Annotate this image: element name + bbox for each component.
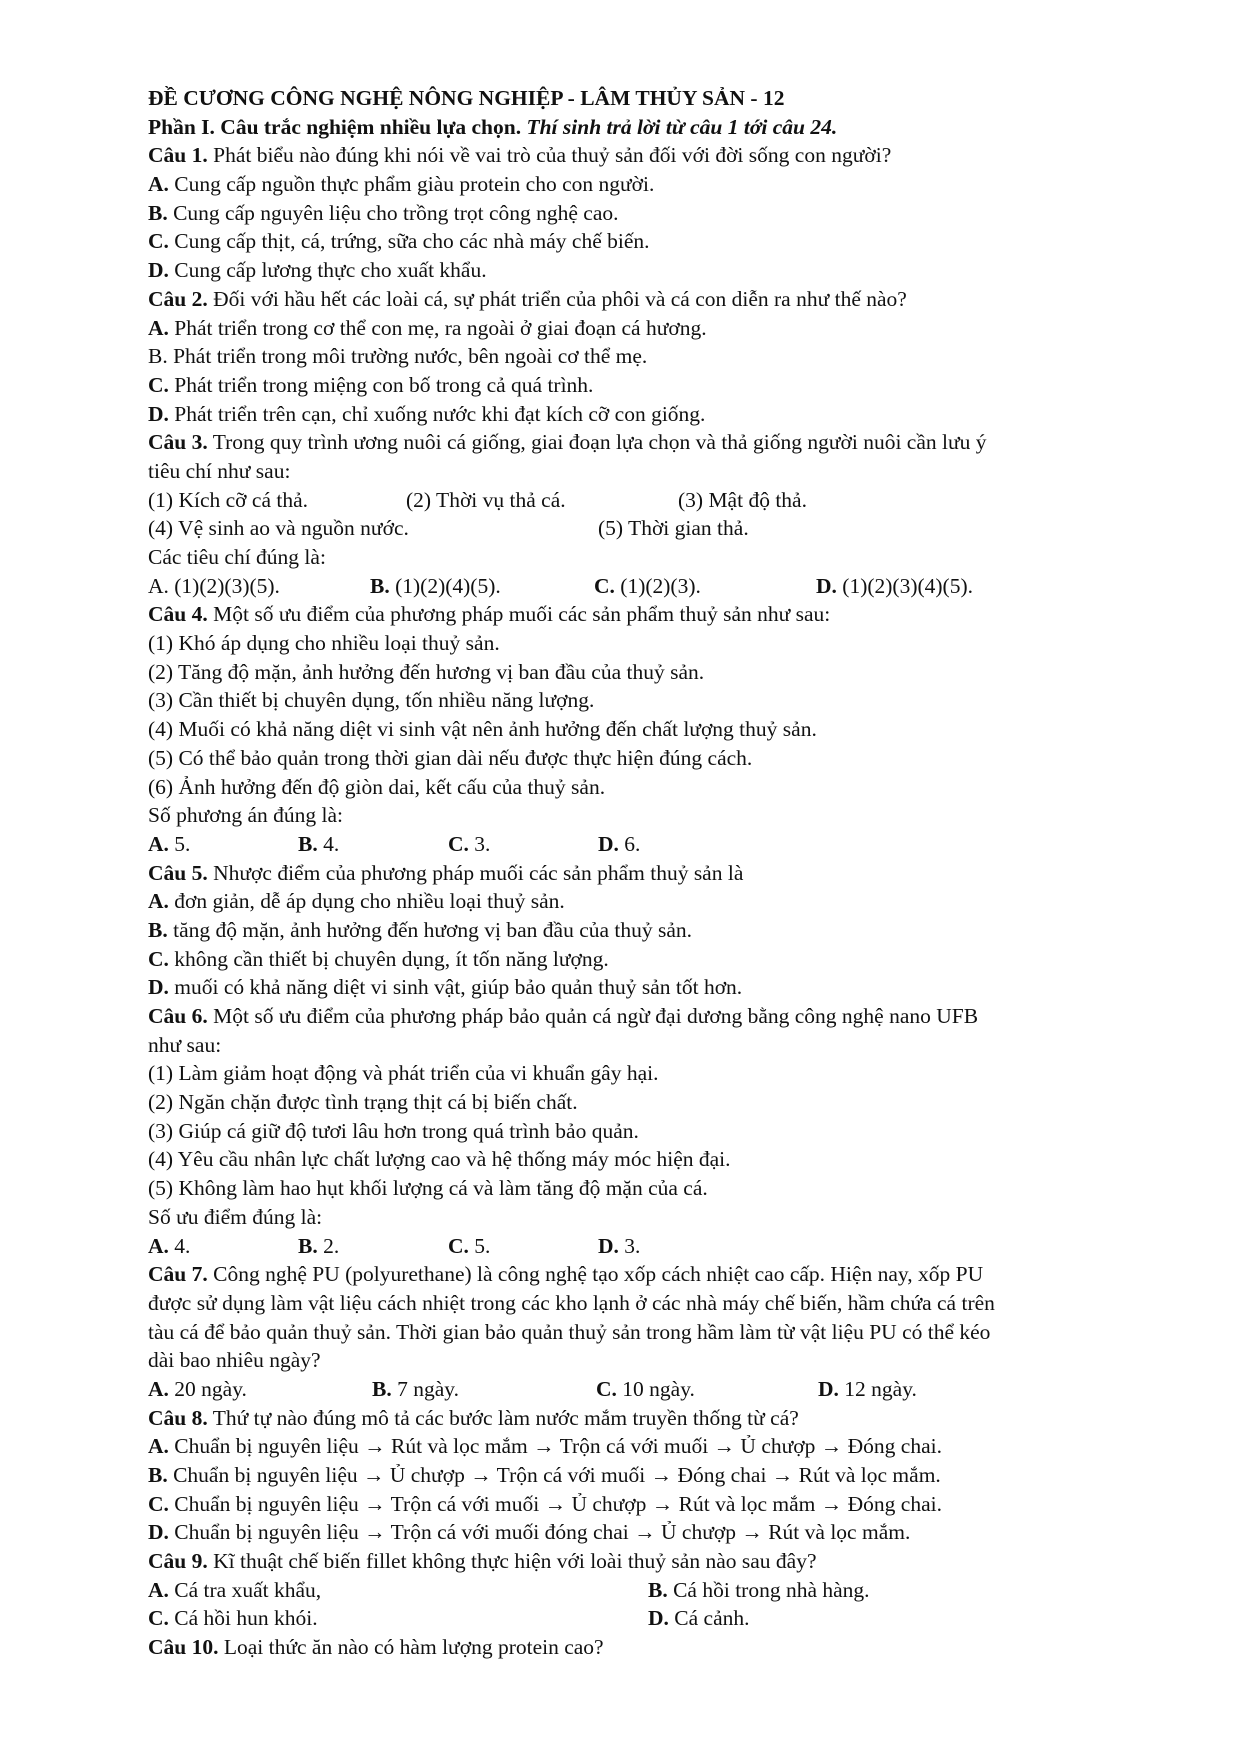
statement: (2) Tăng độ mặn, ảnh hưởng đến hương vị ban đầu của thuỷ sản. <box>148 659 705 684</box>
question-10-stem <box>148 1633 1148 1662</box>
document-title: ĐỀ CƯƠNG CÔNG NGHỆ NÔNG NGHIỆP - LÂM THỦY SẢN - 12 <box>148 86 785 110</box>
option-b: B. Phát triển trong môi trường nước, bên ngoài cơ thể mẹ. <box>148 344 648 369</box>
option-letter: D. <box>648 1606 669 1631</box>
question-number: Câu 7. <box>148 1262 208 1287</box>
option-letter: B. <box>148 1463 168 1487</box>
question-6-stem <box>148 1002 1148 1031</box>
option-letter: C. <box>448 831 469 856</box>
option-d <box>598 1232 640 1261</box>
question-number: Câu 1. <box>148 143 208 168</box>
question-text: Một số ưu điểm của phương pháp muối các sản phẩm thuỷ sản như sau: <box>207 602 831 627</box>
question-4-stem <box>148 600 1148 629</box>
option-text: 4. <box>317 831 340 856</box>
option-c <box>148 1490 1148 1519</box>
statement: (5) Không làm hao hụt khối lượng cá và làm tăng độ mặn của cá. <box>148 1176 708 1201</box>
option-text: 5. <box>468 1233 491 1258</box>
statement: (4) Yêu cầu nhân lực chất lượng cao và hệ thống máy móc hiện đại. <box>148 1147 731 1172</box>
option-d <box>816 572 973 601</box>
option-letter: C. <box>148 372 169 397</box>
option-d <box>148 973 1148 1002</box>
option-letter: A. <box>148 1577 169 1602</box>
option-text: Cung cấp nguồn thực phẩm giàu protein cho con người. <box>174 172 655 197</box>
option-letter: A. <box>148 172 169 197</box>
option-text: 5. <box>168 831 191 856</box>
option-a <box>148 1375 372 1404</box>
option-letter: A. <box>148 315 169 340</box>
option-letter: D. <box>816 573 837 598</box>
question-ask: Số ưu điểm đúng là: <box>148 1204 323 1229</box>
option-text: tăng độ mặn, ảnh hưởng đến hương vị ban đầu của thuỷ sản. <box>173 917 693 942</box>
question-text-continued: như sau: <box>148 1032 222 1057</box>
question-text-continued: tàu cá để bảo quản thuỷ sản. Thời gian bảo quản thuỷ sản trong hầm làm từ vật liệu PU có thể kéo <box>148 1319 991 1344</box>
option-text: Cung cấp lương thực cho xuất khẩu. <box>174 258 487 283</box>
option-b <box>372 1375 596 1404</box>
option-c <box>448 1232 598 1261</box>
criteria-row <box>148 514 1148 543</box>
question-5-stem <box>148 859 1148 888</box>
option-c <box>596 1375 818 1404</box>
option-text: Cá tra xuất khẩu, <box>174 1577 322 1602</box>
option-letter: C. <box>594 573 615 598</box>
option-a <box>148 314 1148 343</box>
option-text: 12 ngày. <box>838 1376 917 1401</box>
criterion: (3) Mật độ thả. <box>678 487 807 512</box>
statement: (2) Ngăn chặn được tình trạng thịt cá bị biến chất. <box>148 1090 578 1115</box>
option-c <box>594 572 816 601</box>
question-text: Kĩ thuật chế biến fillet không thực hiện với loài thuỷ sản nào sau đây? <box>207 1549 817 1574</box>
question-3-stem <box>148 428 1148 457</box>
option-d <box>148 400 1148 429</box>
option-text: Phát triển trong cơ thể con mẹ, ra ngoài ở giai đoạn cá hương. <box>174 315 707 340</box>
option-b <box>148 1461 1148 1490</box>
option-text: 2. <box>317 1233 340 1258</box>
question-1-stem <box>148 141 1148 170</box>
question-text: Thứ tự nào đúng mô tả các bước làm nước mắm truyền thống từ cá? <box>207 1405 799 1430</box>
option-b <box>370 572 594 601</box>
option-text: 3. <box>468 831 491 856</box>
question-number: Câu 5. <box>148 860 208 885</box>
question-text-continued: được sử dụng làm vật liệu cách nhiệt trong các kho lạnh ở các nhà máy chế biến, hầm chứa cá trên <box>148 1290 995 1315</box>
criterion: (5) Thời gian thả. <box>598 516 749 541</box>
option-a <box>148 1576 648 1605</box>
option-text: Chuẩn bị nguyên liệu → Rút và lọc mắm → Trộn cá với muối → Ủ chượp → Đóng chai. <box>174 1434 942 1459</box>
options-row <box>148 1232 1148 1261</box>
option-a <box>148 830 298 859</box>
option-letter: C. <box>148 1491 169 1516</box>
question-number: Câu 9. <box>148 1549 208 1574</box>
option-b <box>648 1576 870 1605</box>
question-text: Loại thức ăn nào có hàm lượng protein cao? <box>218 1635 604 1660</box>
option-letter: C. <box>596 1376 617 1401</box>
option-d <box>818 1375 917 1404</box>
option-text: 4. <box>168 1233 191 1258</box>
criterion: (1) Kích cỡ cá thả. <box>148 487 309 512</box>
option-d <box>148 256 1148 285</box>
question-7-stem <box>148 1260 1148 1289</box>
question-2-stem <box>148 285 1148 314</box>
option-d <box>648 1604 750 1633</box>
criterion: (2) Thời vụ thả cá. <box>406 487 566 512</box>
option-text: đơn giản, dễ áp dụng cho nhiều loại thuỷ sản. <box>174 889 565 914</box>
option-letter: A. <box>148 1233 169 1258</box>
option-letter: D. <box>148 975 169 1000</box>
option-b <box>298 830 448 859</box>
part-heading <box>148 113 1148 142</box>
option-letter: D. <box>598 831 619 856</box>
question-number: Câu 4. <box>148 602 208 627</box>
option-b <box>298 1232 448 1261</box>
option-text: Chuẩn bị nguyên liệu → Ủ chượp → Trộn cá với muối → Đóng chai → Rút và lọc mắm. <box>173 1463 941 1487</box>
question-text: Phát biểu nào đúng khi nói về vai trò của thuỷ sản đối với đời sống con người? <box>207 143 892 168</box>
option-text: Cá hồi hun khói. <box>174 1606 318 1631</box>
question-number: Câu 6. <box>148 1004 208 1028</box>
option-c <box>148 371 1148 400</box>
options-row <box>148 1375 1148 1404</box>
option-letter: C. <box>148 946 169 971</box>
question-text-continued: tiêu chí như sau: <box>148 458 291 483</box>
statement: (4) Muối có khả năng diệt vi sinh vật nên ảnh hưởng đến chất lượng thuỷ sản. <box>148 717 817 742</box>
question-number: Câu 10. <box>148 1635 219 1660</box>
option-text: 20 ngày. <box>168 1376 247 1401</box>
question-text: Nhược điểm của phương pháp muối các sản phẩm thuỷ sản là <box>207 860 744 885</box>
options-row <box>148 1576 1148 1605</box>
question-ask: Số phương án đúng là: <box>148 803 344 828</box>
option-text: 6. <box>618 831 641 856</box>
criterion: (4) Vệ sinh ao và nguồn nước. <box>148 516 409 541</box>
option-text: Phát triển trên cạn, chỉ xuống nước khi đạt kích cỡ con giống. <box>174 401 706 426</box>
statement: (5) Có thể bảo quản trong thời gian dài nếu được thực hiện đúng cách. <box>148 745 753 770</box>
statement: (6) Ảnh hưởng đến độ giòn dai, kết cấu của thuỷ sản. <box>148 774 606 799</box>
option-letter: D. <box>598 1233 619 1258</box>
option-d <box>598 830 640 859</box>
option-c <box>148 945 1148 974</box>
option-letter: C. <box>148 1606 169 1631</box>
option-letter: B. <box>372 1376 392 1401</box>
document-page <box>148 84 1148 1662</box>
option-letter: D. <box>148 258 169 283</box>
question-text: Công nghệ PU (polyurethane) là công nghệ tạo xốp cách nhiệt cao cấp. Hiện nay, xốp PU <box>207 1262 984 1287</box>
statement: (3) Giúp cá giữ độ tươi lâu hơn trong quá trình bảo quản. <box>148 1118 639 1143</box>
options-row <box>148 1604 1148 1633</box>
question-number: Câu 8. <box>148 1405 208 1430</box>
question-text: Một số ưu điểm của phương pháp bảo quản cá ngừ đại dương bằng công nghệ nano UFB <box>207 1004 979 1028</box>
option-a <box>148 1232 298 1261</box>
option-text: 7 ngày. <box>391 1376 459 1401</box>
option-text: Cá hồi trong nhà hàng. <box>673 1577 870 1602</box>
option-c <box>148 227 1148 256</box>
question-number: Câu 3. <box>148 430 208 455</box>
question-9-stem <box>148 1547 1148 1576</box>
option-text: Cá cảnh. <box>674 1606 750 1631</box>
option-letter: B. <box>298 831 318 856</box>
option-letter: B. <box>148 200 168 225</box>
option-text: (1)(2)(3). <box>620 573 701 598</box>
option-c <box>448 830 598 859</box>
option-letter: C. <box>448 1233 469 1258</box>
option-b <box>148 199 1148 228</box>
option-letter: A. <box>148 1376 169 1401</box>
statement: (1) Khó áp dụng cho nhiều loại thuỷ sản. <box>148 631 500 656</box>
question-8-stem <box>148 1404 1148 1433</box>
option-letter: D. <box>148 1520 169 1545</box>
part-label: Phần I. Câu trắc nghiệm nhiều lựa chọn. <box>148 114 522 139</box>
option-letter: B. <box>370 573 390 598</box>
option-a <box>148 1432 1148 1461</box>
option-letter: B. <box>648 1577 668 1602</box>
part-instruction: Thí sinh trả lời từ câu 1 tới câu 24. <box>526 114 838 139</box>
question-text-continued: dài bao nhiêu ngày? <box>148 1348 321 1373</box>
question-text: Trong quy trình ương nuôi cá giống, giai đoạn lựa chọn và thả giống người nuôi cần lưu ý <box>207 430 987 455</box>
option-a <box>148 887 1148 916</box>
option-text: muối có khả năng diệt vi sinh vật, giúp bảo quản thuỷ sản tốt hơn. <box>174 975 743 1000</box>
option-letter: B. <box>298 1233 318 1258</box>
option-text: Cung cấp nguyên liệu cho trồng trọt công nghệ cao. <box>173 200 619 225</box>
options-row <box>148 572 1148 601</box>
question-text: Đối với hầu hết các loài cá, sự phát triển của phôi và cá con diễn ra như thế nào? <box>207 286 907 311</box>
option-text: (1)(2)(3)(4)(5). <box>842 573 974 598</box>
statement: (1) Làm giảm hoạt động và phát triển của vi khuẩn gây hại. <box>148 1061 659 1086</box>
option-text: Phát triển trong miệng con bố trong cả quá trình. <box>174 372 594 397</box>
option-text: (1)(2)(4)(5). <box>395 573 501 598</box>
option-c <box>148 1604 648 1633</box>
option-a <box>148 170 1148 199</box>
option-letter: D. <box>818 1376 839 1401</box>
question-number: Câu 2. <box>148 286 208 311</box>
option-d <box>148 1518 1148 1547</box>
option-text: Cung cấp thịt, cá, trứng, sữa cho các nhà máy chế biến. <box>174 229 650 254</box>
option-text: Chuẩn bị nguyên liệu → Trộn cá với muối → Ủ chượp → Rút và lọc mắm → Đóng chai. <box>174 1491 942 1516</box>
option-text: không cần thiết bị chuyên dụng, ít tốn năng lượng. <box>174 946 609 971</box>
option-letter: C. <box>148 229 169 254</box>
option-text: Chuẩn bị nguyên liệu → Trộn cá với muối đóng chai → Ủ chượp → Rút và lọc mắm. <box>174 1520 911 1545</box>
options-row <box>148 830 1148 859</box>
criteria-row <box>148 486 1148 515</box>
option-letter: D. <box>148 401 169 426</box>
option-text: 10 ngày. <box>616 1376 695 1401</box>
option-b <box>148 916 1148 945</box>
option-text: 3. <box>618 1233 641 1258</box>
option-letter: A. <box>148 1434 169 1459</box>
option-letter: A. <box>148 831 169 856</box>
option-letter: B. <box>148 917 168 942</box>
option-a: A. (1)(2)(3)(5). <box>148 573 280 598</box>
question-ask: Các tiêu chí đúng là: <box>148 545 326 569</box>
statement: (3) Cần thiết bị chuyên dụng, tốn nhiều năng lượng. <box>148 688 595 713</box>
option-letter: A. <box>148 889 169 914</box>
